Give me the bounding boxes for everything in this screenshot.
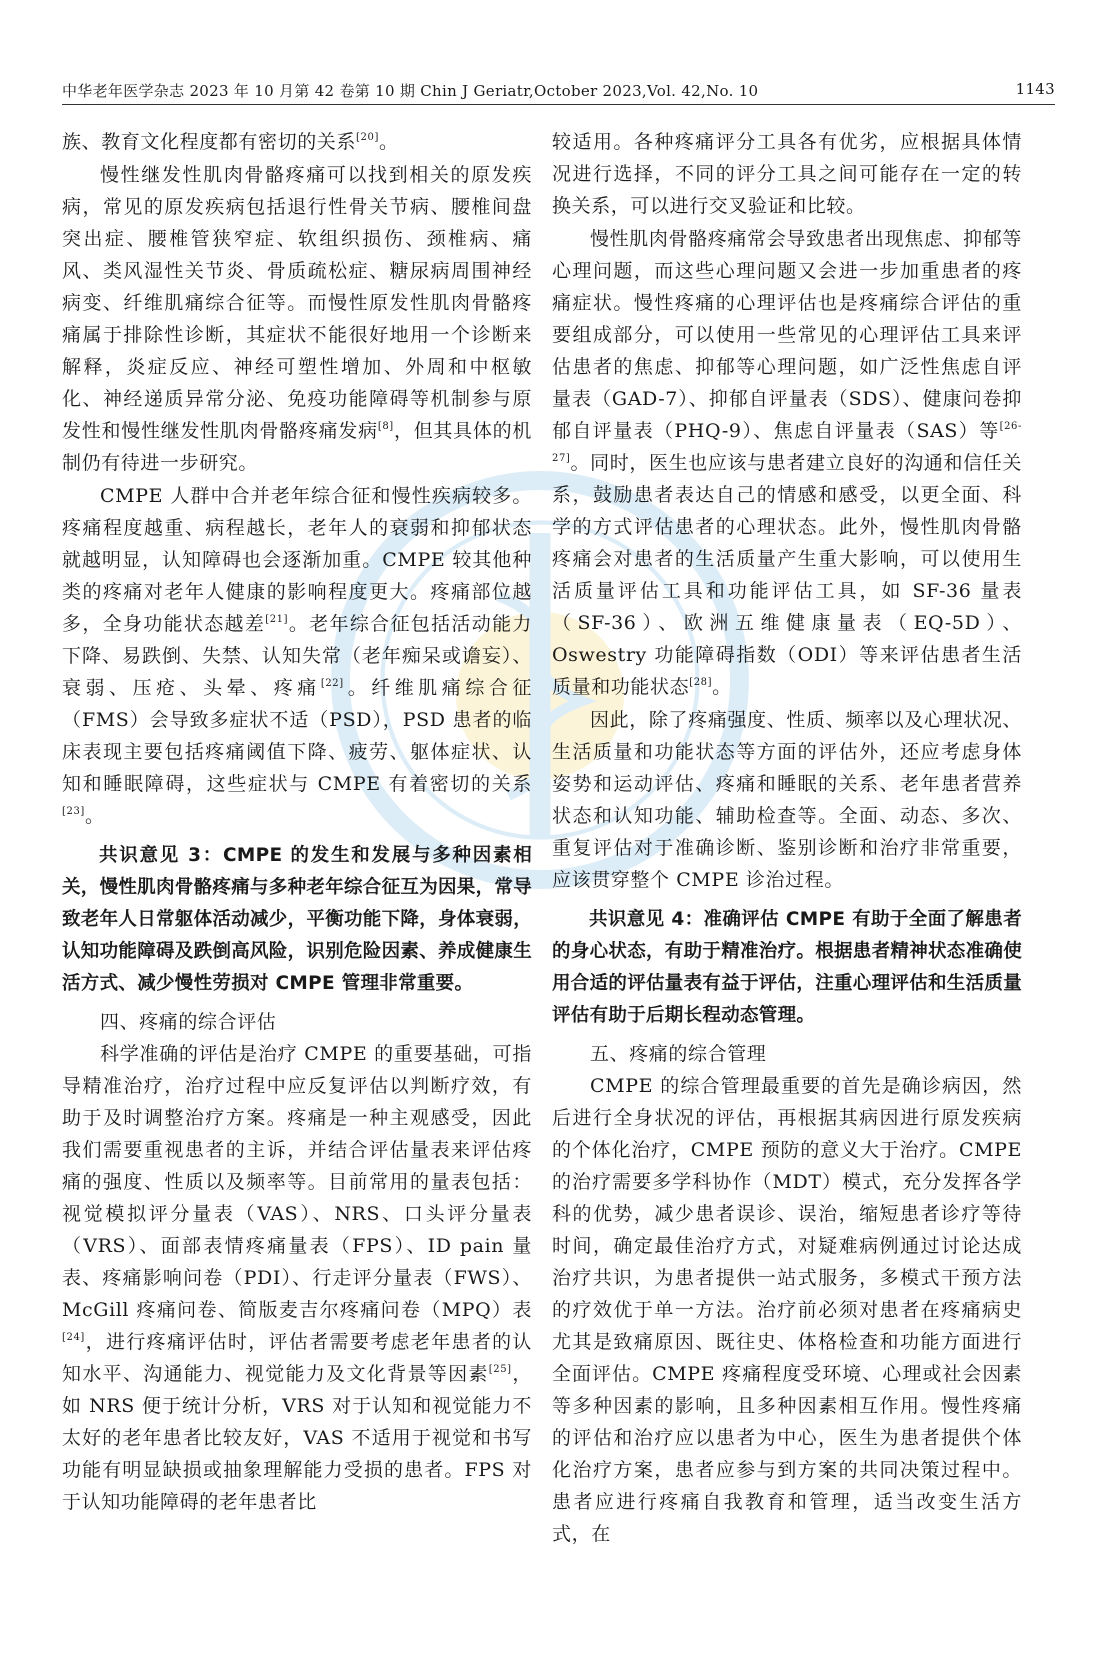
paragraph: 慢性肌肉骨骼疼痛常会导致患者出现焦虑、抑郁等心理问题，而这些心理问题又会进一步加重患者的疼痛症状。慢性疼痛的心理评估也是疼痛综合评估的重要组成部分，可以使用一些常见的心理评估工具来评估患者的焦虑、抑郁等心理问题，如广泛性焦虑自评量表（GAD-7）、抑郁自评量表（SDS）、健康问卷抑郁自评量表（PHQ-9）、焦虑自评量表（SAS）等[26-27]。同时，医生也应该与患者建立良好的沟通和信任关系，鼓励患者表达自己的情感和感受，以更全面、科学的方式评估患者的心理状态。此外，慢性肌肉骨骼疼痛会对患者的生活质量产生重大影响，可以使用生活质量评估工具和功能评估工具，如 SF-36 量表（SF-36）、欧洲五维健康量表（EQ-5D）、Oswestry 功能障碍指数（ODI）等来评估患者生活质量和功能状态[28]。 — [552, 228, 1022, 698]
section-heading-5: 五、疼痛的综合管理 — [590, 1043, 767, 1065]
consensus-statement-3: 共识意见 3：CMPE 的发生和发展与多种因素相关，慢性肌肉骨骼疼痛与多种老年综合征互为因果，常导致老年人日常躯体活动减少，平衡功能下降，身体衰弱，认知功能障碍及跌倒高风险，识别危险因素、养成健康生活方式、减少慢性劳损对 CMPE 管理非常重要。 — [62, 845, 533, 994]
reference-mark: [28] — [689, 677, 713, 688]
left-column — [62, 126, 532, 1519]
header-rule — [62, 104, 1055, 105]
section-heading-4: 四、疼痛的综合评估 — [100, 1011, 277, 1033]
right-column — [552, 126, 1022, 1551]
consensus-statement-4: 共识意见 4：准确评估 CMPE 有助于全面了解患者的身心状态，有助于精准治疗。根据患者精神状态准确使用合适的评估量表有益于评估，注重心理评估和生活质量评估有助于后期长程动态管理。 — [552, 909, 1023, 1026]
paragraph: 因此，除了疼痛强度、性质、频率以及心理状况、生活质量和功能状态等方面的评估外，还应考虑身体姿势和运动评估、疼痛和睡眠的关系、老年患者营养状态和认知功能、辅助检查等。全面、动态、多次、重复评估对于准确诊断、鉴别诊断和治疗非常重要，应该贯穿整个 CMPE 诊治过程。 — [552, 709, 1022, 891]
reference-mark: [26-27] — [552, 421, 1022, 464]
reference-mark: [22] — [320, 678, 344, 689]
reference-mark: [25] — [488, 1364, 512, 1375]
reference-mark: [24] — [62, 1332, 85, 1343]
running-header — [62, 80, 1055, 106]
page-number: 1143 — [1015, 80, 1055, 98]
paragraph: CMPE 的综合管理最重要的首先是确诊病因，然后进行全身状况的评估，再根据其病因进行原发疾病的个体化治疗，CMPE 预防的意义大于治疗。CMPE 的治疗需要多学科协作（MDT）模式，充分发挥各学科的优势，减少患者误诊、误治，缩短患者诊疗等待时间，确定最佳治疗方式，对疑难病例通过讨论达成治疗共识，为患者提供一站式服务，多模式干预方法的疗效优于单一方法。治疗前必须对患者在疼痛病史尤其是致痛原因、既往史、体格检查和功能方面进行全面评估。CMPE 疼痛程度受环境、心理或社会因素等多种因素的影响，且多种因素相互作用。慢性疼痛的评估和治疗应以患者为中心，医生为患者提供个体化治疗方案，患者应参与到方案的共同决策过程中。患者应进行疼痛自我教育和管理，适当改变生活方式，在 — [552, 1075, 1022, 1545]
reference-mark: [23] — [62, 806, 85, 817]
reference-mark: [20] — [356, 132, 379, 143]
paragraph: 族、教育文化程度都有密切的关系[20]。 — [62, 131, 399, 153]
paragraph: 科学准确的评估是治疗 CMPE 的重要基础，可指导精准治疗，治疗过程中应反复评估以判断疗效，有助于及时调整治疗方案。疼痛是一种主观感受，因此我们需要重视患者的主诉，并结合评估量表来评估疼痛的强度、性质以及频率等。目前常用的量表包括：视觉模拟评分量表（VAS）、NRS、口头评分量表（VRS）、面部表情疼痛量表（FPS）、ID pain 量表、疼痛影响问卷（PDI）、行走评分量表（FWS）、McGill 疼痛问卷、简版麦吉尔疼痛问卷（MPQ）表[24]，进行疼痛评估时，评估者需要考虑老年患者的认知水平、沟通能力、视觉能力及文化背景等因素[25]，如 NRS 便于统计分析，VRS 对于认知和视觉能力不太好的老年患者比较友好，VAS 不适用于视觉和书写功能有明显缺损或抽象理解能力受损的患者。FPS 对于认知功能障碍的老年患者比 — [62, 1043, 532, 1513]
journal-citation: 中华老年医学杂志 2023 年 10 月第 42 卷第 10 期 Chin J Geriatr,October 2023,Vol. 42,No. 10 — [62, 82, 759, 100]
paragraph: 较适用。各种疼痛评分工具各有优劣，应根据具体情况进行选择，不同的评分工具之间可能存在一定的转换关系，可以进行交叉验证和比较。 — [552, 131, 1022, 217]
reference-mark: [21] — [265, 614, 289, 625]
reference-mark: [8] — [377, 421, 394, 432]
paragraph: 慢性继发性肌肉骨骼疼痛可以找到相关的原发疾病，常见的原发疾病包括退行性骨关节病、腰椎间盘突出症、腰椎管狭窄症、软组织损伤、颈椎病、痛风、类风湿性关节炎、骨质疏松症、糖尿病周围神经病变、纤维肌痛综合征等。而慢性原发性肌肉骨骼疼痛属于排除性诊断，其症状不能很好地用一个诊断来解释，炎症反应、神经可塑性增加、外周和中枢敏化、神经递质异常分泌、免疫功能障碍等机制参与原发性和慢性继发性肌肉骨骼疼痛发病[8]，但其具体的机制仍有待进一步研究。 — [62, 164, 532, 474]
paragraph: CMPE 人群中合并老年综合征和慢性疾病较多。疼痛程度越重、病程越长，老年人的衰弱和抑郁状态就越明显，认知障碍也会逐渐加重。CMPE 较其他种类的疼痛对老年人健康的影响程度更大。疼痛部位越多，全身功能状态越差[21]。老年综合征包括活动能力下降、易跌倒、失禁、认知失常（老年痴呆或谵妄）、衰弱、压疮、头晕、疼痛[22]。纤维肌痛综合征（FMS）会导致多症状不适（PSD），PSD 患者的临床表现主要包括疼痛阈值下降、疲劳、躯体症状、认知和睡眠障碍，这些症状与 CMPE 有着密切的关系[23]。 — [62, 485, 532, 827]
